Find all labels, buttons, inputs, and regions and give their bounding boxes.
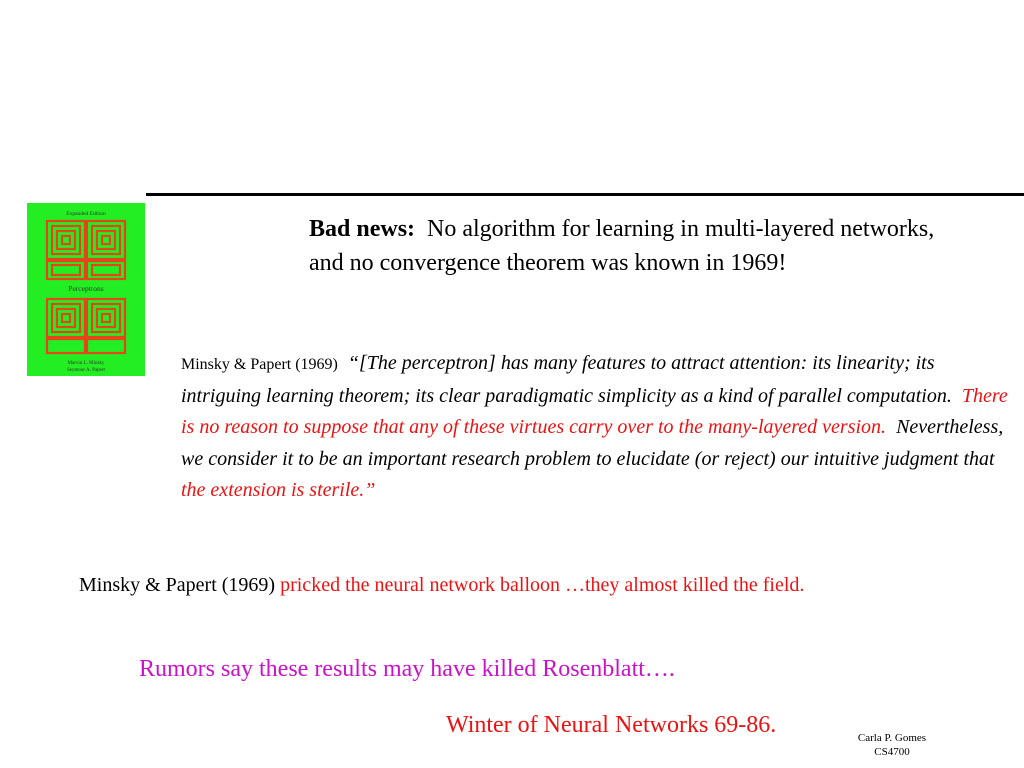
slide-footer (842, 731, 942, 759)
quote-text-1: “[The perceptron] has many features to attract attention: its linearity; its intriguing learning theorem; its clear paradigmatic simplicity as a kind of parallel computation. (181, 352, 952, 407)
bad-news-text: No algorithm for learning in multi-layered networks, and no convergence theorem was known in 1969! (309, 216, 935, 276)
footer-course: CS4700 (874, 746, 910, 758)
book-author-2: Seymour A. Papert (67, 368, 105, 373)
horizontal-rule (146, 193, 1024, 196)
footer-author: Carla P. Gomes (857, 732, 927, 744)
book-author-1: Marvin L. Minsky (67, 361, 105, 366)
winter-statement: Winter of Neural Networks 69-86. (446, 712, 777, 738)
perceptrons-book-cover (27, 203, 145, 376)
rumors-statement: Rumors say these results may have killed Rosenblatt…. (139, 656, 675, 682)
bad-news-label: Bad news: (309, 216, 416, 242)
quote-text-2: Nevertheless, we consider it to be an important research problem to elucidate (or reject) our intuitive judgment that (181, 416, 1004, 470)
balloon-statement (79, 570, 979, 600)
minsky-papert-quote (181, 348, 1016, 507)
labyrinth-pattern-top (47, 221, 125, 279)
labyrinth-pattern-bottom (47, 299, 125, 353)
balloon-text: pricked the neural network balloon …they almost killed the field. (280, 574, 805, 596)
quote-citation: Minsky & Papert (1969) (181, 356, 338, 373)
quote-highlight-2: the extension is sterile.” (181, 479, 376, 501)
balloon-citation: Minsky & Papert (1969) (79, 574, 276, 596)
bad-news-paragraph (309, 212, 949, 280)
book-cover-art (27, 203, 145, 376)
book-edition: Expanded Edition (66, 211, 106, 217)
book-title: Perceptrons (68, 284, 104, 293)
quote-highlight-1: There is no reason to suppose that any of these virtues carry over to the many-layered version. (181, 384, 1008, 438)
